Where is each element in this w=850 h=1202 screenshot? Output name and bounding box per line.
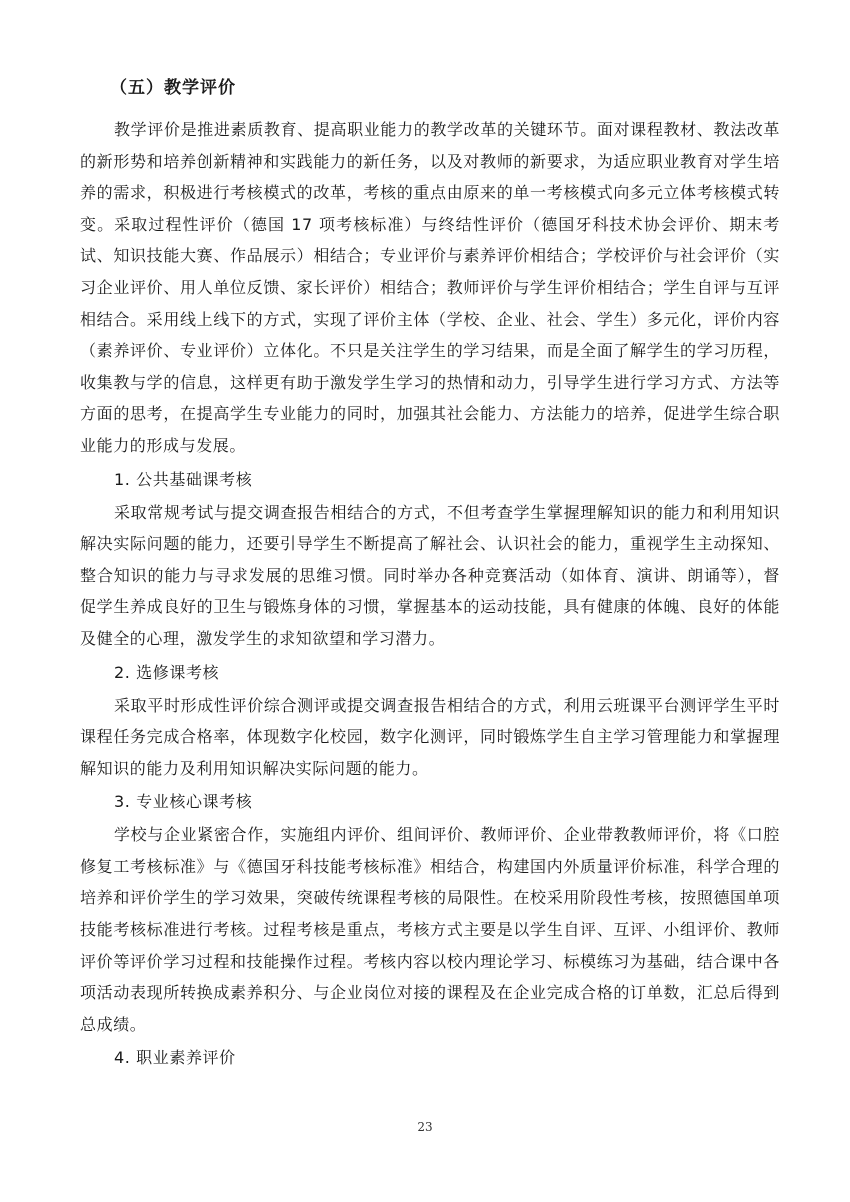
paragraph-elective-courses: 采取平时形成性评价综合测评或提交调查报告相结合的方式，利用云班课平台测评学生平时课程任务完成合格率，体现数字化校园，数字化测评，同时锻炼学生自主学习管理能力和掌握理解知识的能力及利用知识解决实际问题的能力。 bbox=[80, 695, 780, 778]
subheading-professional-literacy: 4. 职业素养评价 bbox=[114, 1048, 236, 1068]
paragraph-public-courses: 采取常规考试与提交调查报告相结合的方式，不但考查学生掌握理解知识的能力和利用知识解决实际问题的能力，还要引导学生不断提高了解社会、认识社会的能力，重视学生主动探知、整合知识的能力与寻求发展的思维习惯。同时举办各种竞赛活动（如体育、演讲、朗诵等），督促学生养成良好的卫生与锻炼身体的习惯，掌握基本的运动技能，具有健康的体魄、良好的体能及健全的心理，激发学生的求知欲望和学习潜力。 bbox=[80, 502, 780, 648]
intro-paragraph: 教学评价是推进素质教育、提高职业能力的教学改革的关键环节。面对课程教材、教法改革的新形势和培养创新精神和实践能力的新任务，以及对教师的新要求，为适应职业教育对学生培养的需求，积极进行考核模式的改革，考核的重点由原来的单一考核模式向多元立体考核模式转变。采取过程性评价（德国 17 项考核标准）与终结性评价（德国牙科技术协会评价、期末考试、知识技能大赛、作品展示）相结合；专业评价与素养评价相结合；学校评价与社会评价（实习企业评价、用人单位反馈、家长评价）相结合；教师评价与学生评价相结合；学生自评与互评相结合。采用线上线下的方式，实现了评价主体（学校、企业、社会、学生）多元化，评价内容（素养评价、专业评价）立体化。不只是关注学生的学习结果，而是全面了解学生的学习历程，收集教与学的信息，这样更有助于激发学生学习的热情和动力，引导学生进行学习方式、方法等方面的思考，在提高学生专业能力的同时，加强其社会能力、方法能力的培养，促进学生综合职业能力的形成与发展。 bbox=[80, 120, 780, 455]
subheading-public-courses: 1. 公共基础课考核 bbox=[114, 469, 253, 489]
subheading-core-courses: 3. 专业核心课考核 bbox=[114, 792, 253, 812]
paragraph-core-courses: 学校与企业紧密合作，实施组内评价、组间评价、教师评价、企业带教教师评价，将《口腔修复工考核标准》与《德国牙科技能考核标准》相结合，构建国内外质量评价标准，科学合理的培养和评价学生的学习效果，突破传统课程考核的局限性。在校采用阶段性考核，按照德国单项技能考核标准进行考核。过程考核是重点，考核方式主要是以学生自评、互评、小组评价、教师评价等评价学习过程和技能操作过程。考核内容以校内理论学习、标模练习为基础，结合课中各项活动表现所转换成素养积分、与企业岗位对接的课程及在企业完成合格的订单数，汇总后得到总成绩。 bbox=[80, 825, 780, 1034]
subheading-elective-courses: 2. 选修课考核 bbox=[114, 662, 220, 682]
section-heading: （五）教学评价 bbox=[110, 78, 236, 98]
page-number: 23 bbox=[417, 1120, 433, 1134]
page-content bbox=[80, 74, 780, 1075]
